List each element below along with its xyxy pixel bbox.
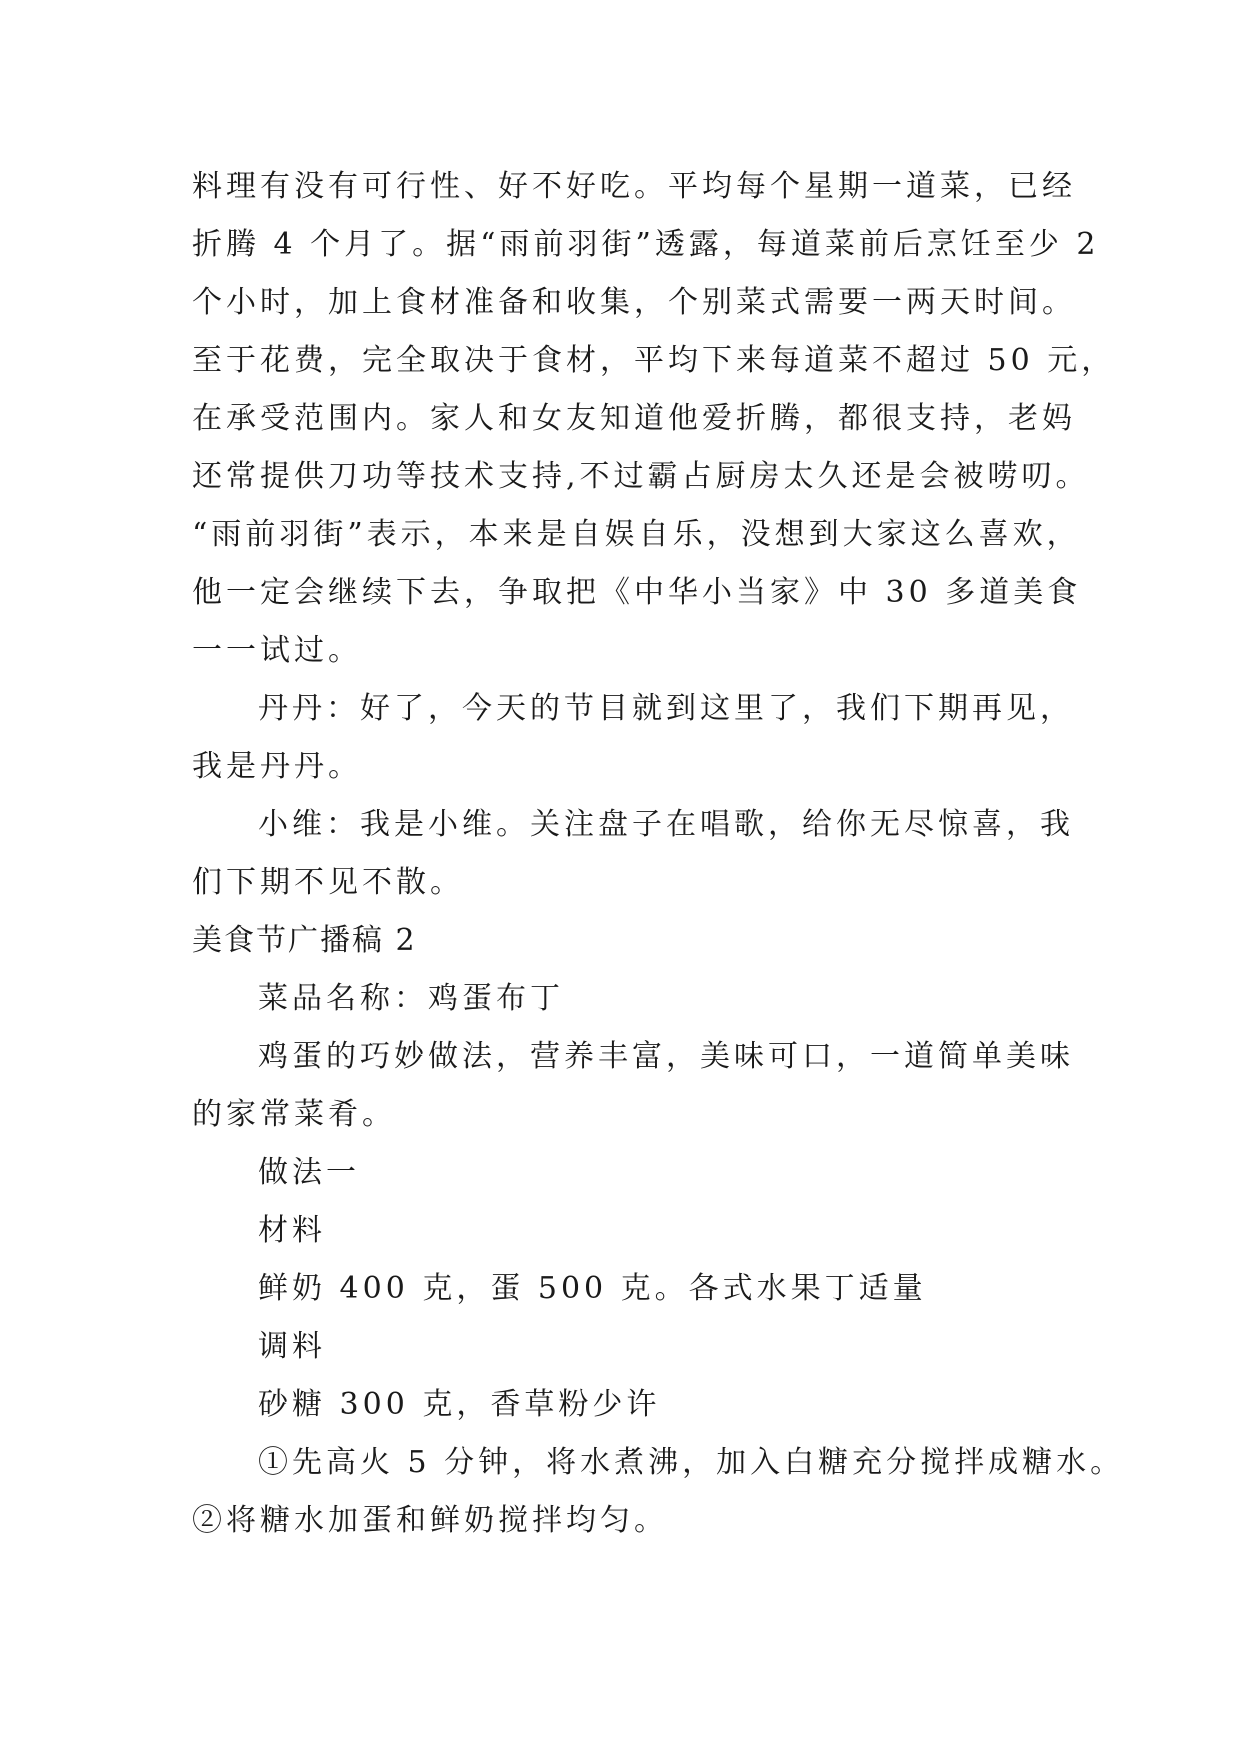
ingredients-title: 材料 [258,1213,326,1248]
document-page [192,158,1125,1550]
dish-description: 的家常菜肴。 [192,1097,396,1132]
paragraph-line: 他一定会继续下去，争取把《中华小当家》中 30 多道美食 [192,575,1082,610]
seasoning-title: 调料 [258,1329,326,1364]
paragraph-line: 还常提供刀功等技术支持,不过霸占厨房太久还是会被唠叨。 [192,459,1090,494]
paragraph-line: 料理有没有可行性、好不好吃。平均每个星期一道菜，已经 [192,169,1076,204]
dish-name: 菜品名称：鸡蛋布丁 [258,981,564,1016]
paragraph-line: 至于花费，完全取决于食材，平均下来每道菜不超过 50 元， [192,343,1116,378]
dish-description: 鸡蛋的巧妙做法，营养丰富，美味可口，一道简单美味 [258,1039,1074,1074]
paragraph-line: 在承受范围内。家人和女友知道他爱折腾，都很支持，老妈 [192,401,1076,436]
dialogue-line-dandan: 丹丹：好了，今天的节目就到这里了，我们下期再见， [258,691,1074,726]
step-1: ①先高火 5 分钟，将水煮沸，加入白糖充分搅拌成糖水。 [258,1445,1125,1480]
ingredients-list: 鲜奶 400 克，蛋 500 克。各式水果丁适量 [258,1271,927,1306]
paragraph-line: 折腾 4 个月了。据“雨前羽街”透露，每道菜前后烹饪至少 2 [192,227,1100,262]
dialogue-line-xiaowei: 小维：我是小维。关注盘子在唱歌，给你无尽惊喜，我 [258,807,1074,842]
seasoning-list: 砂糖 300 克，香草粉少许 [258,1387,661,1422]
paragraph-line: 个小时，加上食材准备和收集，个别菜式需要一两天时间。 [192,285,1076,320]
dialogue-line-dandan: 我是丹丹。 [192,749,362,784]
section-heading: 美食节广播稿 2 [192,923,417,958]
method-title: 做法一 [258,1155,360,1190]
dialogue-line-xiaowei: 们下期不见不散。 [192,865,464,900]
paragraph-line: 一一试过。 [192,633,362,668]
step-2: ②将糖水加蛋和鲜奶搅拌均匀。 [192,1503,668,1538]
paragraph-line: “雨前羽街”表示，本来是自娱自乐，没想到大家这么喜欢， [192,517,1081,552]
